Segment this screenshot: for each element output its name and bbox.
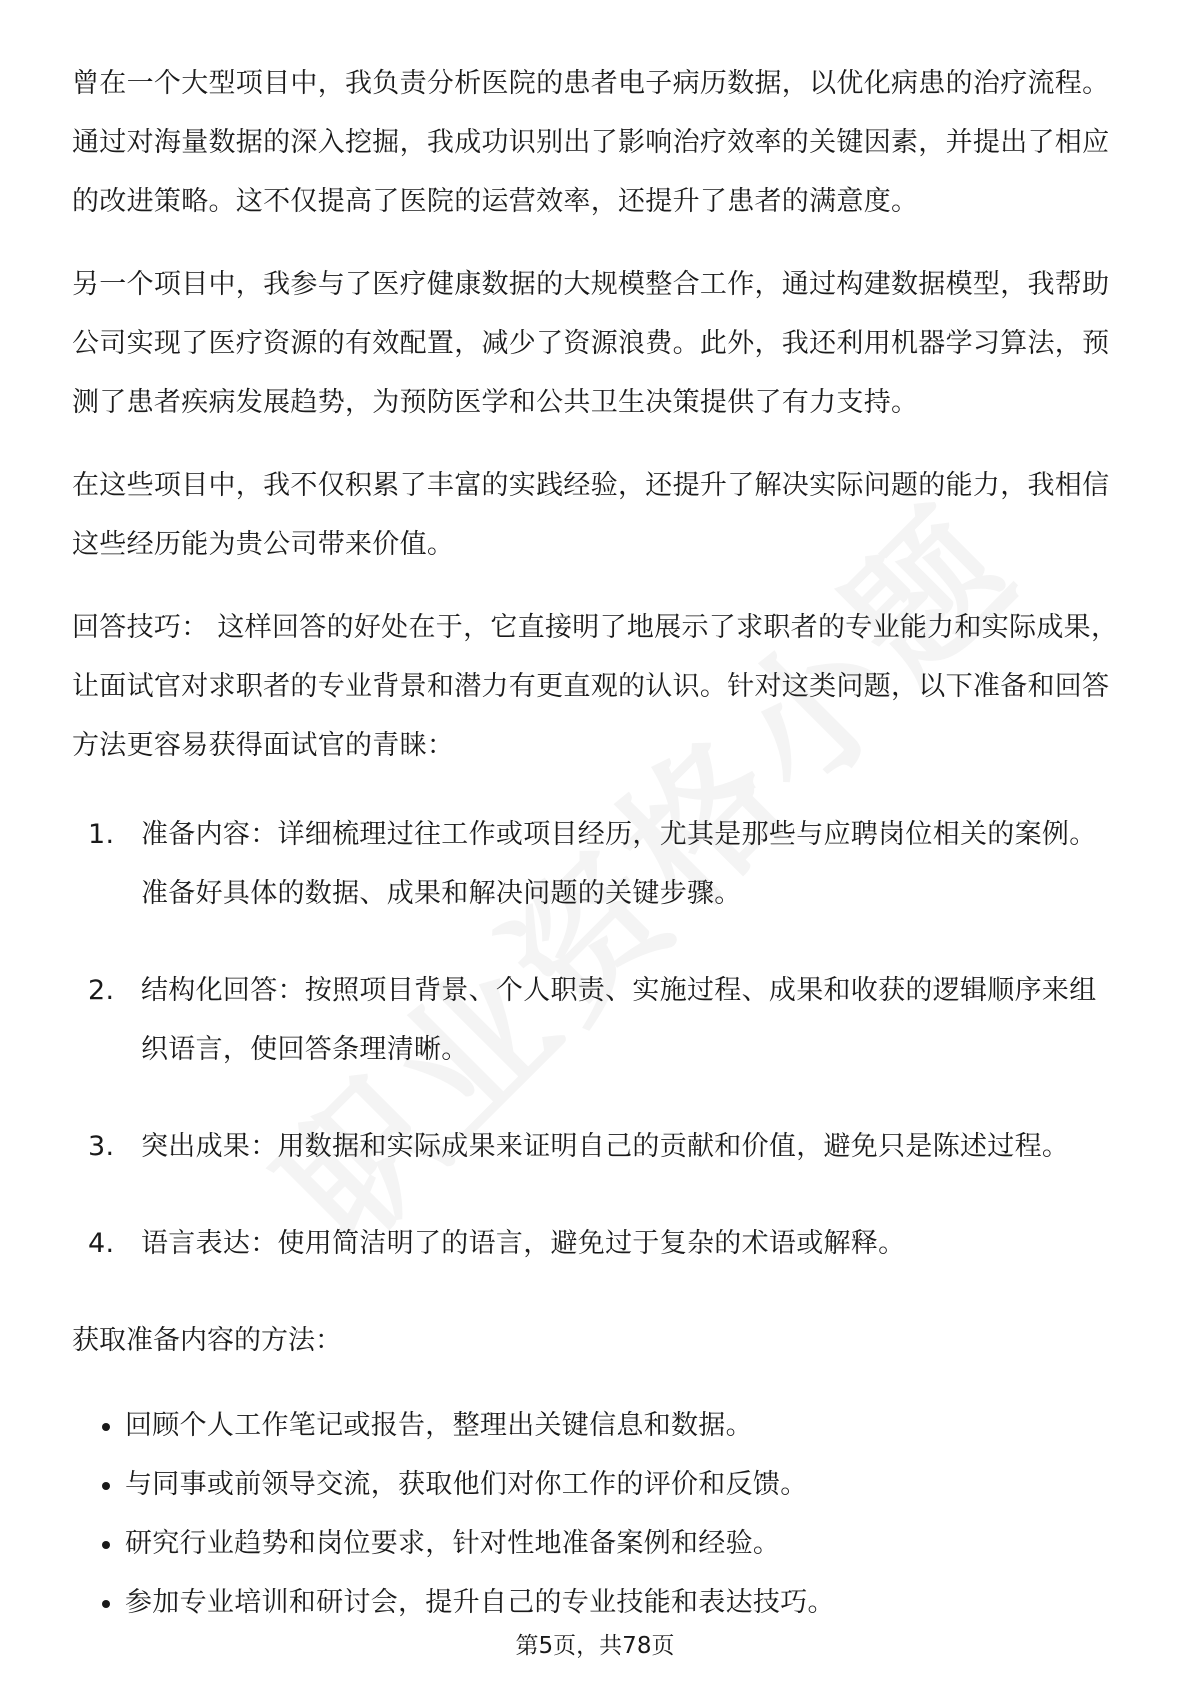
bullet-item bbox=[72, 1573, 1122, 1632]
bullet-text: 与同事或前领导交流，获取他们对你工作的评价和反馈。 bbox=[125, 1469, 808, 1500]
numbered-list bbox=[72, 805, 1122, 1273]
paragraph-summary: 在这些项目中，我不仅积累了丰富的实践经验，还提升了解决实际问题的能力，我相信这些经历能为贵公司带来价值。 bbox=[72, 470, 1110, 560]
list-item bbox=[88, 1117, 1122, 1176]
list-item bbox=[88, 1214, 1122, 1273]
bullet-item bbox=[72, 1514, 1122, 1573]
paragraph-answer-tips: 回答技巧： 这样回答的好处在于，它直接明了地展示了求职者的专业能力和实际成果，让面试官对求职者的专业背景和潜力有更直观的认识。针对这类问题，以下准备和回答方法更容易获得面试官的青睐： bbox=[72, 612, 1119, 761]
page-number-footer: 第5页，共78页 bbox=[515, 1633, 675, 1659]
list-item-text: 语言表达：使用简洁明了的语言，避免过于复杂的术语或解释。 bbox=[141, 1228, 906, 1259]
bullet-item bbox=[72, 1455, 1122, 1514]
bullet-icon bbox=[102, 1482, 110, 1490]
methods-heading: 获取准备内容的方法： bbox=[72, 1325, 342, 1356]
bullet-icon bbox=[102, 1600, 110, 1608]
bullet-icon bbox=[102, 1423, 110, 1431]
document-content bbox=[72, 54, 1122, 1632]
list-item-text: 突出成果：用数据和实际成果来证明自己的贡献和价值，避免只是陈述过程。 bbox=[141, 1131, 1070, 1162]
list-number: 3. bbox=[88, 1131, 115, 1162]
bullet-text: 参加专业培训和研讨会，提升自己的专业技能和表达技巧。 bbox=[125, 1587, 835, 1618]
paragraph-project-1: 曾在一个大型项目中，我负责分析医院的患者电子病历数据，以优化病患的治疗流程。通过对海量数据的深入挖掘，我成功识别出了影响治疗效率的关键因素，并提出了相应的改进策略。这不仅提高了医院的运营效率，还提升了患者的满意度。 bbox=[72, 68, 1110, 217]
list-number: 2. bbox=[88, 975, 115, 1006]
list-item bbox=[88, 961, 1122, 1079]
bullet-item bbox=[72, 1396, 1122, 1455]
list-number: 4. bbox=[88, 1228, 115, 1259]
list-item-text: 结构化回答：按照项目背景、个人职责、实施过程、成果和收获的逻辑顺序来组织语言，使回答条理清晰。 bbox=[141, 975, 1097, 1065]
bullet-text: 研究行业趋势和岗位要求，针对性地准备案例和经验。 bbox=[125, 1528, 781, 1559]
list-number: 1. bbox=[88, 819, 115, 850]
bullet-list bbox=[72, 1396, 1122, 1632]
paragraph-project-2: 另一个项目中，我参与了医疗健康数据的大规模整合工作，通过构建数据模型，我帮助公司实现了医疗资源的有效配置，减少了资源浪费。此外，我还利用机器学习算法，预测了患者疾病发展趋势，为预防医学和公共卫生决策提供了有力支持。 bbox=[72, 269, 1110, 418]
list-item bbox=[88, 805, 1122, 923]
list-item-text: 准备内容：详细梳理过往工作或项目经历，尤其是那些与应聘岗位相关的案例。准备好具体的数据、成果和解决问题的关键步骤。 bbox=[141, 819, 1097, 909]
bullet-text: 回顾个人工作笔记或报告，整理出关键信息和数据。 bbox=[125, 1410, 753, 1441]
bullet-icon bbox=[102, 1541, 110, 1549]
